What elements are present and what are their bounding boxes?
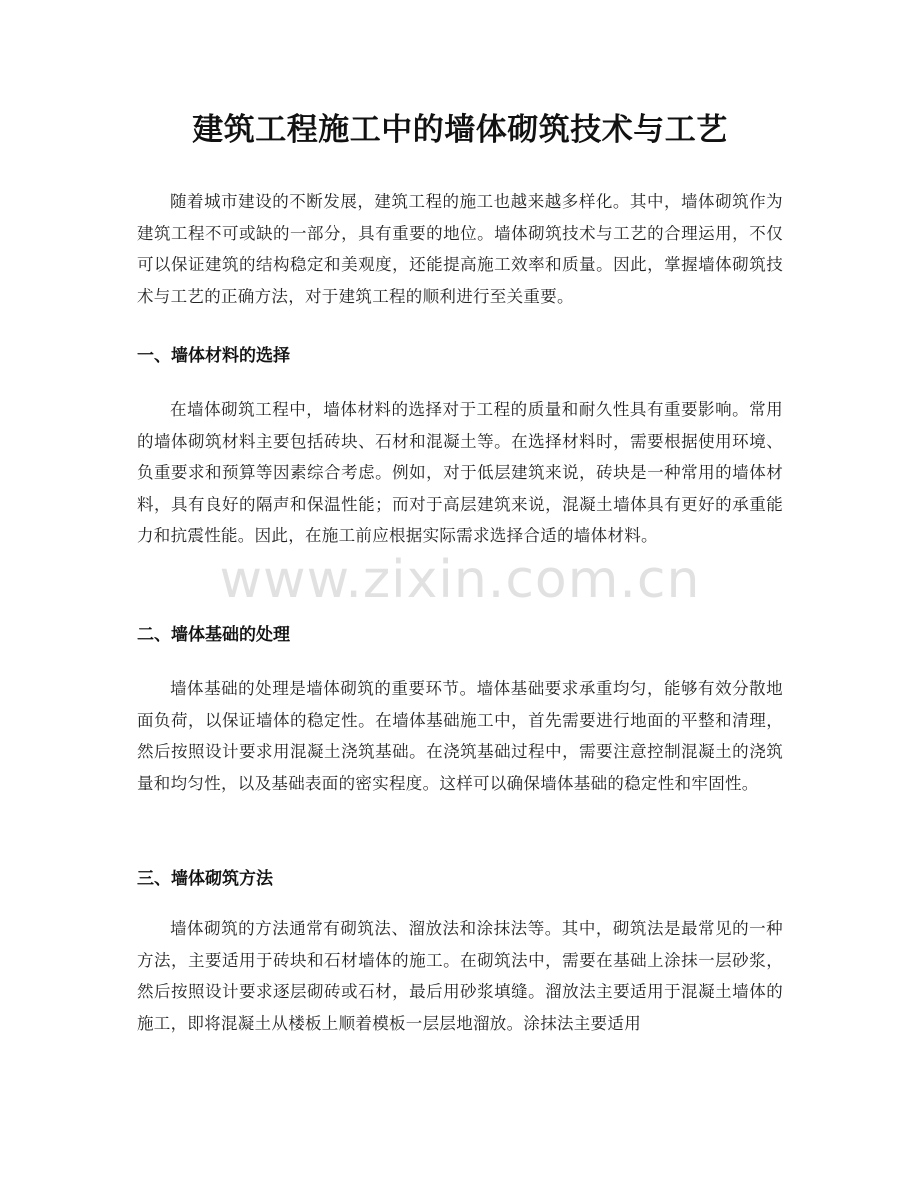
section-heading-foundation: 二、墙体基础的处理 — [137, 625, 290, 645]
section-body-materials: 在墙体砌筑工程中，墙体材料的选择对于工程的质量和耐久性具有重要影响。常用的墙体砌筑材料主要包括砖块、石材和混凝土等。在选择材料时，需要根据使用环境、负重要求和预算等因素综合考虑。例如，对于低层建筑来说，砖块是一种常用的墙体材料，具有良好的隔声和保温性能；而对于高层建筑来说，混凝土墙体具有更好的承重能力和抗震性能。因此，在施工前应根据实际需求选择合适的墙体材料。 — [137, 400, 783, 545]
section-body-foundation: 墙体基础的处理是墙体砌筑的重要环节。墙体基础要求承重均匀，能够有效分散地面负荷，以保证墙体的稳定性。在墙体基础施工中，首先需要进行地面的平整和清理，然后按照设计要求用混凝土浇筑基础。在浇筑基础过程中，需要注意控制混凝土的浇筑量和均匀性，以及基础表面的密实程度。这样可以确保墙体基础的稳定性和牢固性。 — [137, 679, 783, 793]
intro-paragraph: 随着城市建设的不断发展，建筑工程的施工也越来越多样化。其中，墙体砌筑作为建筑工程不可或缺的一部分，具有重要的地位。墙体砌筑技术与工艺的合理运用，不仅可以保证建筑的结构稳定和美观度，还能提高施工效率和质量。因此，掌握墙体砌筑技术与工艺的正确方法，对于建筑工程的顺利进行至关重要。 — [137, 192, 783, 306]
section-heading-methods: 三、墙体砌筑方法 — [137, 869, 273, 889]
section-heading-materials: 一、墙体材料的选择 — [137, 346, 290, 366]
watermark: www.zixin.com.cn — [219, 550, 701, 610]
page-title: 建筑工程施工中的墙体砌筑技术与工艺 — [192, 112, 728, 148]
section-body-methods: 墙体砌筑的方法通常有砌筑法、溜放法和涂抹法等。其中，砌筑法是最常见的一种方法，主要适用于砖块和石材墙体的施工。在砌筑法中，需要在基础上涂抹一层砂浆，然后按照设计要求逐层砌砖或石材，最后用砂浆填缝。溜放法主要适用于混凝土墙体的施工，即将混凝土从楼板上顺着模板一层层地溜放。涂抹法主要适用 — [137, 919, 783, 1033]
